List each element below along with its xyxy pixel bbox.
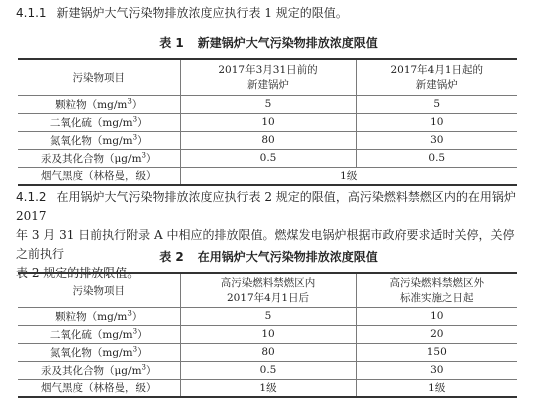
section-number: 4.1.1 [16,6,47,20]
table-header-row [18,59,517,95]
row-label: 颗粒物$(mg/m^3)$ [18,95,180,113]
section-text-line1: 在用锅炉大气污染物排放浓度应执行表 2 规定的限值，高污染燃料禁燃区内的在用锅炉 2017 [16,190,516,223]
cell: 5 [180,307,356,325]
cell: 5 [356,95,517,113]
row-label: 氮氧化物$(mg/m^3)$ [18,131,180,149]
table-header-row [18,273,517,307]
table-row [18,325,517,343]
header-col1: 高污染燃料禁燃区内 2017年4月1日后 [180,273,356,307]
cell: 0.5 [180,361,356,379]
table1-caption [0,34,537,51]
row-label: 汞及其化合物$(\mu g/m^3)$ [18,149,180,167]
header-item: 污染物项目 [18,273,180,307]
cell: 80 [180,343,356,361]
table-row [18,167,517,185]
cell: 10 [180,113,356,131]
cell: 1级 [356,379,517,397]
table-row [18,149,517,167]
cell: 0.5 [356,149,517,167]
cell: 5 [180,95,356,113]
cell: 10 [356,113,517,131]
table-row [18,131,517,149]
cell: 20 [356,325,517,343]
row-label: 烟气黑度（林格曼，级） [18,167,180,185]
section-text: 新建锅炉大气污染物排放浓度应执行表 1 规定的限值。 [56,6,348,20]
table2 [18,272,517,398]
table-row [18,95,517,113]
header-col2: 2017年4月1日起的 新建锅炉 [356,59,517,95]
row-label: 二氧化硫$(mg/m^3)$ [18,113,180,131]
cell: 30 [356,361,517,379]
row-label: 烟气黑度（林格曼，级） [18,379,180,397]
section-text-line3: 表 2 规定的排放限值。 [16,266,140,280]
header-col2: 高污染燃料禁燃区外 标准实施之日起 [356,273,517,307]
table2-caption [0,248,537,265]
row-label: 二氧化硫$(mg/m^3)$ [18,325,180,343]
row-label: 汞及其化合物$(\mu g/m^3)$ [18,361,180,379]
cell: 1级 [180,379,356,397]
row-label: 颗粒物$(mg/m^3)$ [18,307,180,325]
merged-cell: 1级 [180,167,517,185]
table1-label: 表 1 [159,36,184,50]
section-4-1-2 [16,188,526,283]
table-row [18,113,517,131]
row-label: 氮氧化物$(mg/m^3)$ [18,343,180,361]
section-4-1-1 [16,4,526,23]
table-row [18,379,517,397]
section-text-line2: 年 3 月 31 日前执行附录 A 中相应的排放限值。燃煤发电锅炉根据市政府要求适时关停，关停之前执行 [16,228,515,261]
cell: 0.5 [180,149,356,167]
table1-title: 新建锅炉大气污染物排放浓度限值 [197,36,378,50]
table-row [18,361,517,379]
table2-title: 在用锅炉大气污染物排放浓度限值 [197,250,378,264]
table1 [18,58,517,186]
cell: 150 [356,343,517,361]
cell: 10 [180,325,356,343]
table2-label: 表 2 [159,250,184,264]
section-number: 4.1.2 [16,190,47,204]
header-col1: 2017年3月31日前的 新建锅炉 [180,59,356,95]
header-item: 污染物项目 [18,59,180,95]
cell: 30 [356,131,517,149]
cell: 10 [356,307,517,325]
cell: 80 [180,131,356,149]
table-row [18,343,517,361]
table-row [18,307,517,325]
